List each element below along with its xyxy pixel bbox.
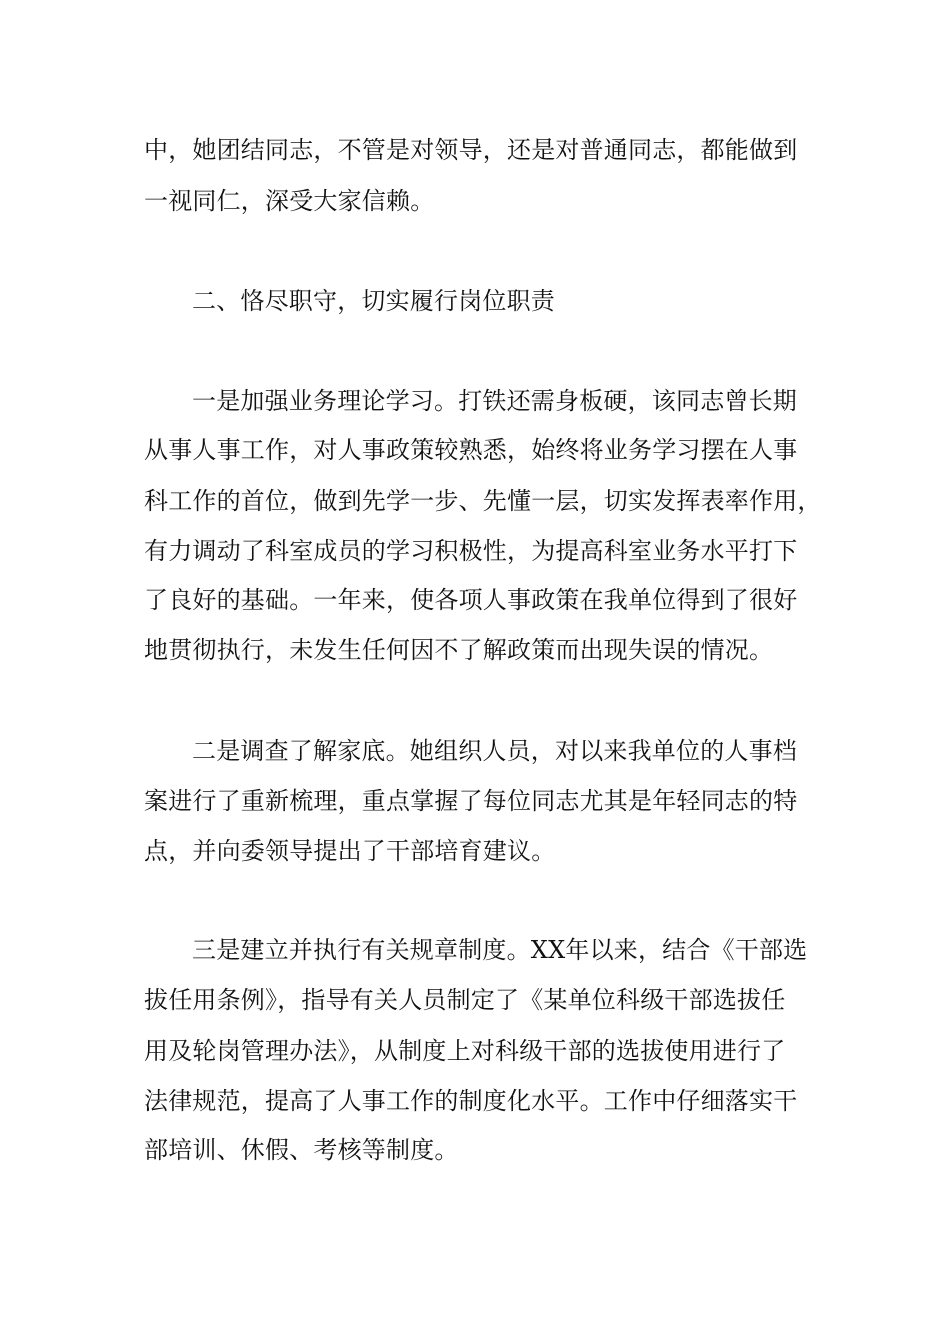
text-line: 三是建立并执行有关规章制度。XX年以来，结合《干部选 xyxy=(192,936,808,964)
text-line: 科工作的首位，做到先学一步、先懂一层，切实发挥表率作用， xyxy=(144,487,822,515)
text-line: 了良好的基础。一年来，使各项人事政策在我单位得到了很好 xyxy=(144,586,798,614)
text-line: 从事人事工作，对人事政策较熟悉，始终将业务学习摆在人事 xyxy=(144,436,798,464)
text-line: 用及轮岗管理办法》，从制度上对科级干部的选拔使用进行了 xyxy=(144,1037,786,1065)
text-line: 部培训、休假、考核等制度。 xyxy=(144,1136,459,1164)
text-line: 地贯彻执行，未发生任何因不了解政策而出现失误的情况。 xyxy=(144,636,774,664)
text-line: 案进行了重新梳理，重点掌握了每位同志尤其是年轻同志的特 xyxy=(144,787,798,815)
text-line: 一是加强业务理论学习。打铁还需身板硬，该同志曾长期 xyxy=(192,387,797,415)
text-line: 二是调查了解家底。她组织人员，对以来我单位的人事档 xyxy=(192,737,797,765)
text-line: 法律规范，提高了人事工作的制度化水平。工作中仔细落实干 xyxy=(144,1087,798,1115)
text-line: 有力调动了科室成员的学习积极性，为提高科室业务水平打下 xyxy=(144,537,798,565)
text-line: 拔任用条例》，指导有关人员制定了《某单位科级干部选拔任 xyxy=(144,986,786,1014)
text-line: 中，她团结同志，不管是对领导，还是对普通同志，都能做到 xyxy=(144,136,798,164)
text-line: 点，并向委领导提出了干部培育建议。 xyxy=(144,837,556,865)
section-heading: 二、恪尽职守，切实履行岗位职责 xyxy=(192,287,555,315)
text-line: 一视同仁，深受大家信赖。 xyxy=(144,187,435,215)
